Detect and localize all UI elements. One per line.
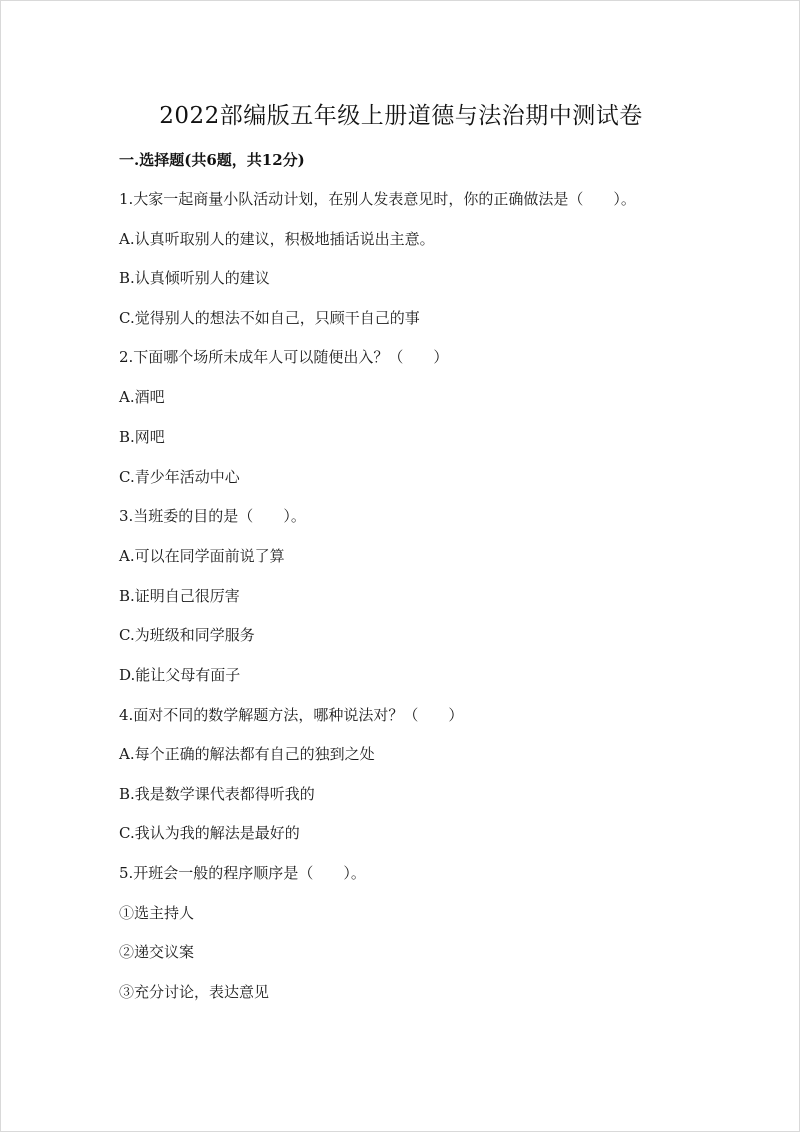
question-3-option-a: A.可以在同学面前说了算	[119, 547, 285, 565]
question-1-option-c: C.觉得别人的想法不如自己，只顾干自己的事	[119, 309, 420, 327]
question-5: 5.开班会一般的程序顺序是（ ）。	[119, 864, 366, 882]
question-2-option-a: A.酒吧	[119, 388, 165, 406]
question-2-option-b: B.网吧	[119, 428, 165, 446]
section-heading: 一.选择题(共6题，共12分)	[119, 151, 305, 169]
question-3: 3.当班委的目的是（ ）。	[119, 507, 306, 525]
question-5-item-2: ②递交议案	[119, 943, 195, 961]
question-2-option-c: C.青少年活动中心	[119, 468, 240, 486]
question-2: 2.下面哪个场所未成年人可以随便出入？（ ）	[119, 348, 449, 366]
question-5-item-1: ①选主持人	[119, 904, 195, 922]
page-title: 2022部编版五年级上册道德与法治期中测试卷	[159, 103, 643, 129]
question-3-option-b: B.证明自己很厉害	[119, 587, 240, 605]
question-3-option-d: D.能让父母有面子	[119, 666, 241, 684]
question-4-option-a: A.每个正确的解法都有自己的独到之处	[119, 745, 375, 763]
question-4-option-c: C.我认为我的解法是最好的	[119, 824, 300, 842]
question-4: 4.面对不同的数学解题方法，哪种说法对？（ ）	[119, 706, 464, 724]
question-1-option-a: A.认真听取别人的建议，积极地插话说出主意。	[119, 230, 435, 248]
question-1: 1.大家一起商量小队活动计划，在别人发表意见时，你的正确做法是（ ）。	[119, 190, 636, 208]
question-3-option-c: C.为班级和同学服务	[119, 626, 255, 644]
question-4-option-b: B.我是数学课代表都得听我的	[119, 785, 315, 803]
question-1-option-b: B.认真倾听别人的建议	[119, 269, 270, 287]
question-5-item-3: ③充分讨论，表达意见	[119, 983, 270, 1001]
